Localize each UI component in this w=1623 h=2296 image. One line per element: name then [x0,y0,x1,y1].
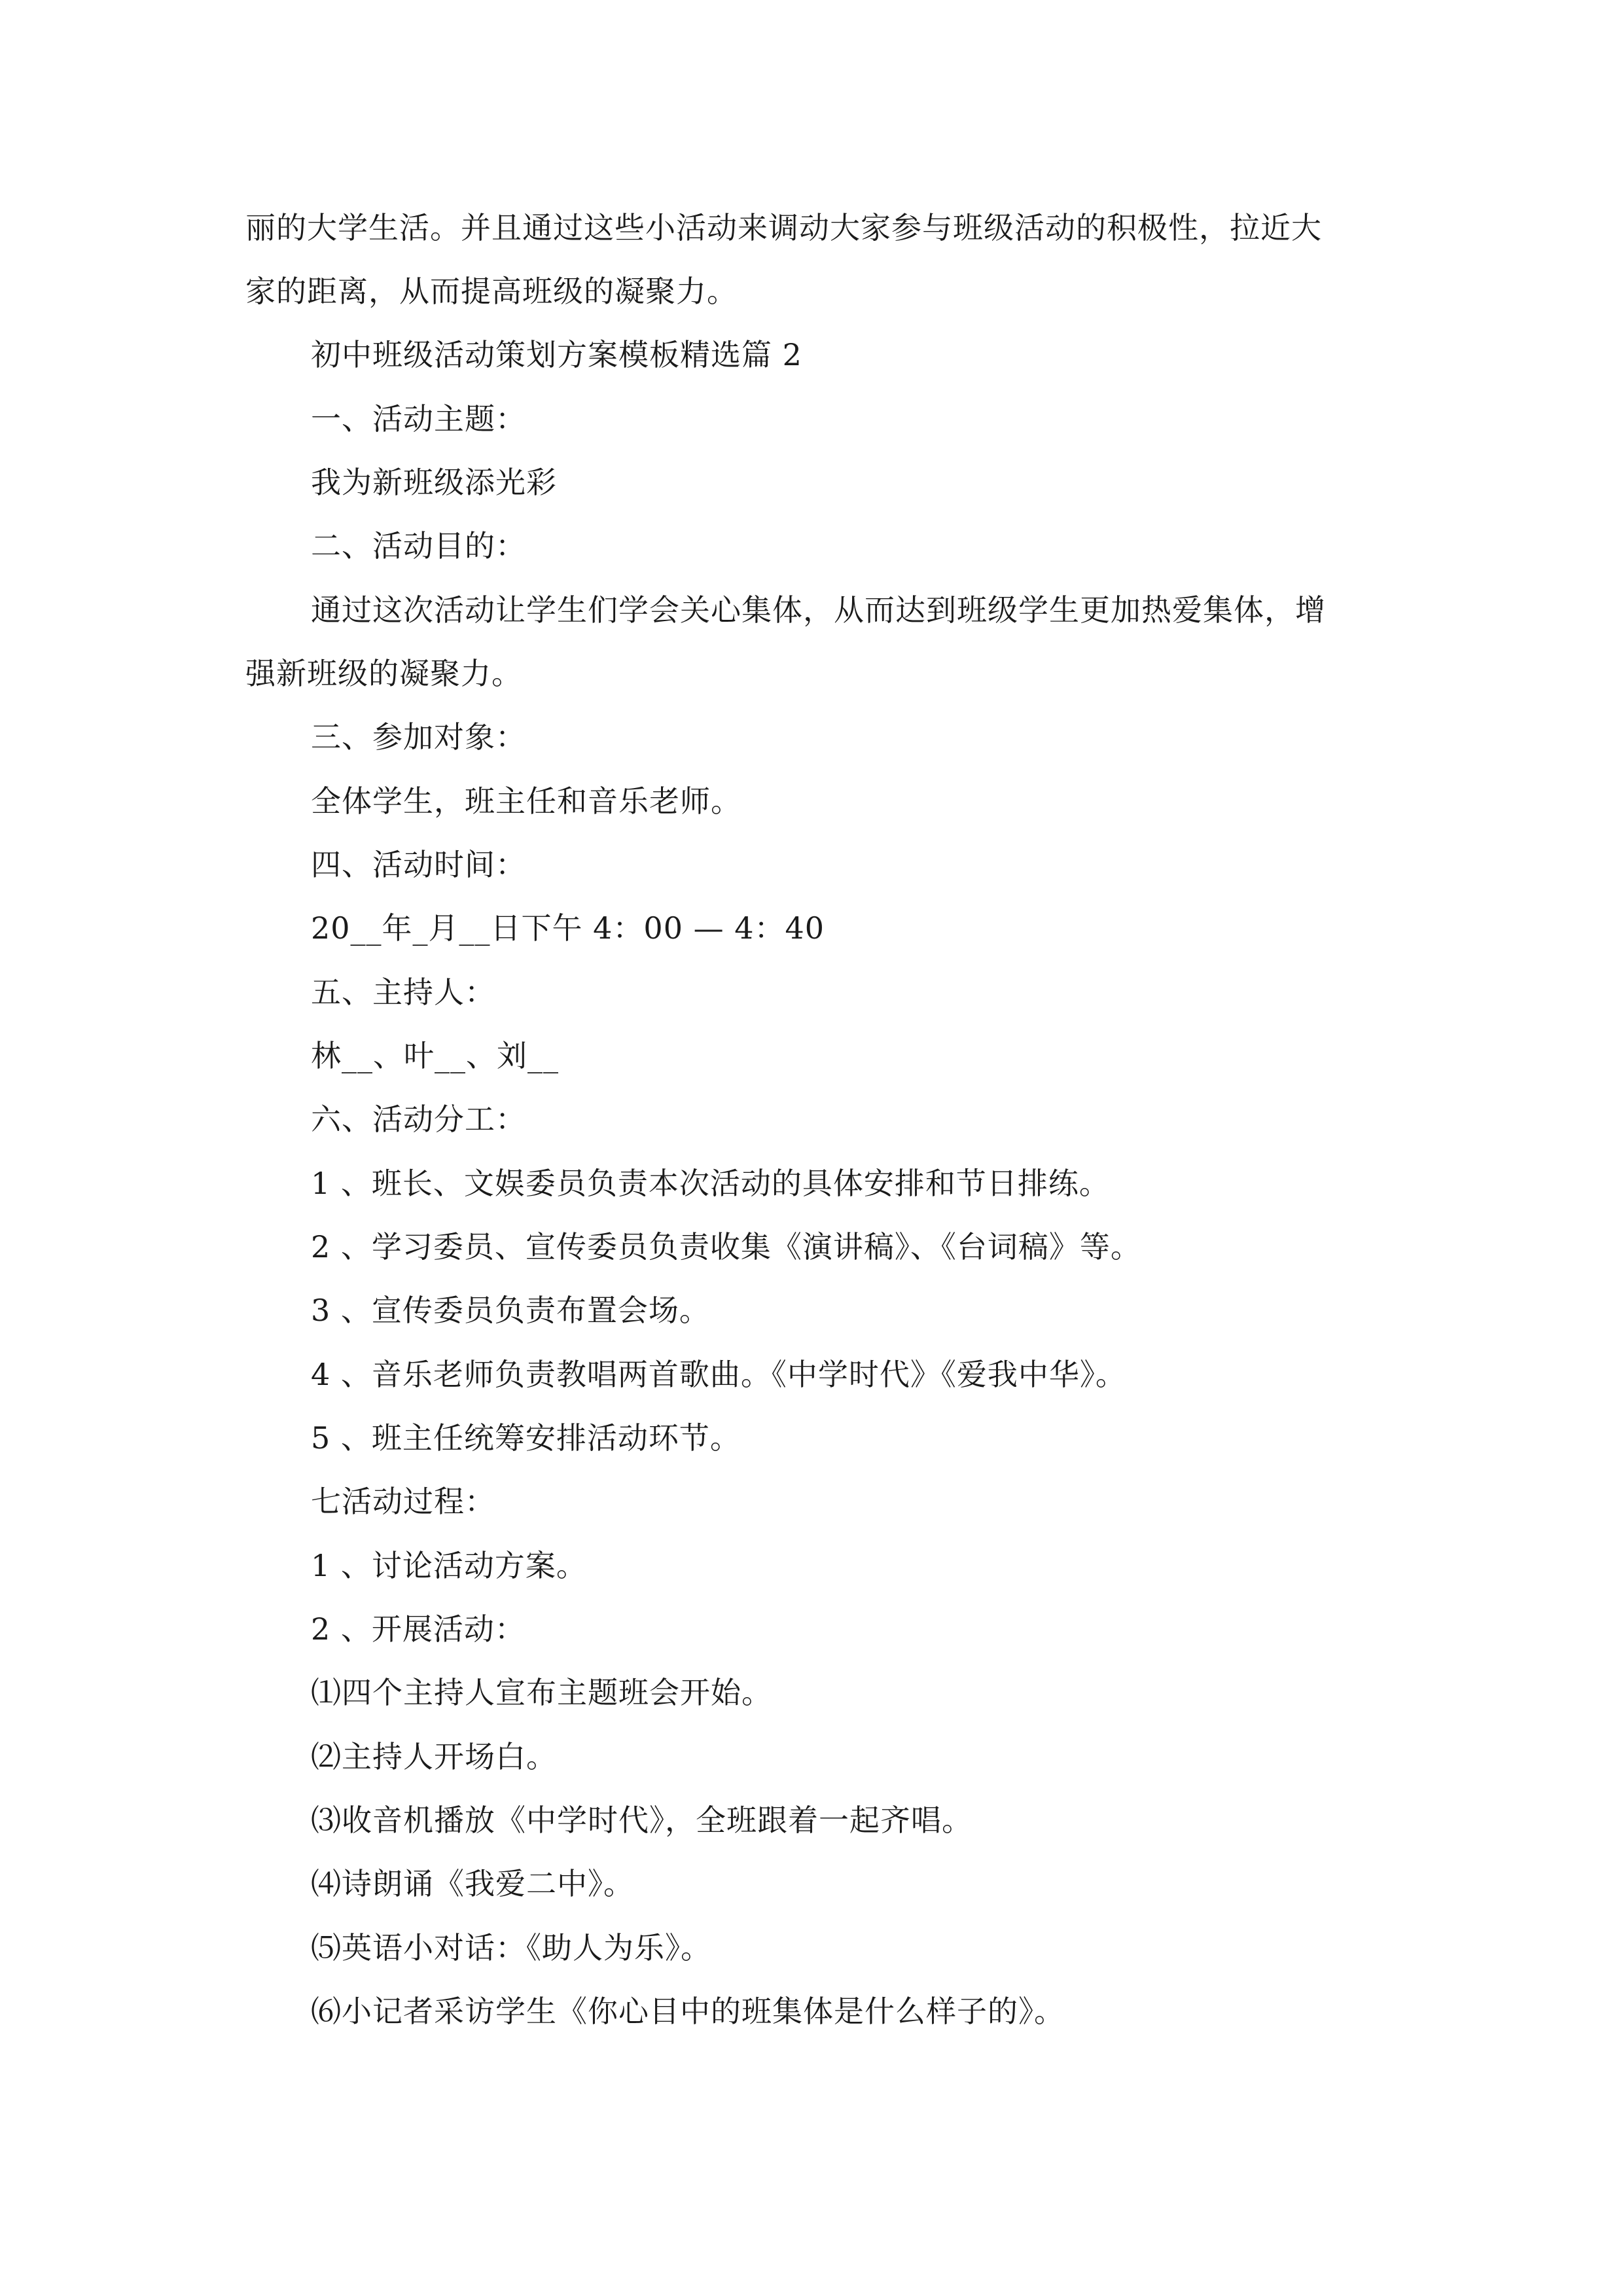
list-item: ⑶收音机播放《中学时代》，全班跟着一起齐唱。 [311,1803,972,1838]
item-heading: 四、活动时间： [311,847,526,882]
item-heading: 一、活动主题： [311,401,526,437]
list-item: ⑷诗朗诵《我爱二中》。 [311,1866,634,1901]
list-item: ⑴四个主持人宣布主题班会开始。 [311,1675,772,1710]
paragraph-line: 丽的大学生活。并且通过这些小活动来调动大家参与班级活动的积极性，拉近大 [245,210,1322,245]
item-heading: 二、活动目的： [311,528,526,564]
list-item: 1 、讨论活动方案。 [311,1548,587,1583]
paragraph-line: 强新班级的凝聚力。 [245,656,522,691]
item-heading: 三、参加对象： [311,719,526,755]
item-heading: 七活动过程： [311,1484,495,1519]
list-item: 1 、班长、文娱委员负责本次活动的具体安排和节日排练。 [311,1166,1110,1201]
paragraph-line: 家的距离，从而提高班级的凝聚力。 [245,274,738,309]
list-item: ⑵主持人开场白。 [311,1739,557,1774]
list-item: 4 、音乐老师负责教唱两首歌曲。《中学时代》《爱我中华》。 [311,1357,1126,1392]
item-heading: 六、活动分工： [311,1102,526,1137]
paragraph-line: 我为新班级添光彩 [311,465,557,500]
list-item: 5 、班主任统筹安排活动环节。 [311,1420,741,1456]
paragraph-line: 通过这次活动让学生们学会关心集体，从而达到班级学生更加热爱集体，增 [311,592,1326,628]
section-heading: 初中班级活动策划方案模板精选篇 2 [311,337,802,372]
list-item: 2 、学习委员、宣传委员负责收集《演讲稿》、《台词稿》等。 [311,1229,1141,1265]
list-item: ⑹小记者采访学生《你心目中的班集体是什么样子的》。 [311,1994,1065,2029]
item-heading: 五、主持人： [311,975,495,1010]
paragraph-line: 20__年_月__日下午 4：00 — 4：40 [311,910,825,946]
paragraph-line: 林__、叶__、刘__ [311,1038,559,1073]
list-item: ⑸英语小对话：《助人为乐》。 [311,1930,711,1965]
list-item: 3 、宣传委员负责布置会场。 [311,1293,710,1328]
list-item: 2 、开展活动： [311,1611,526,1647]
paragraph-line: 全体学生，班主任和音乐老师。 [311,783,741,819]
